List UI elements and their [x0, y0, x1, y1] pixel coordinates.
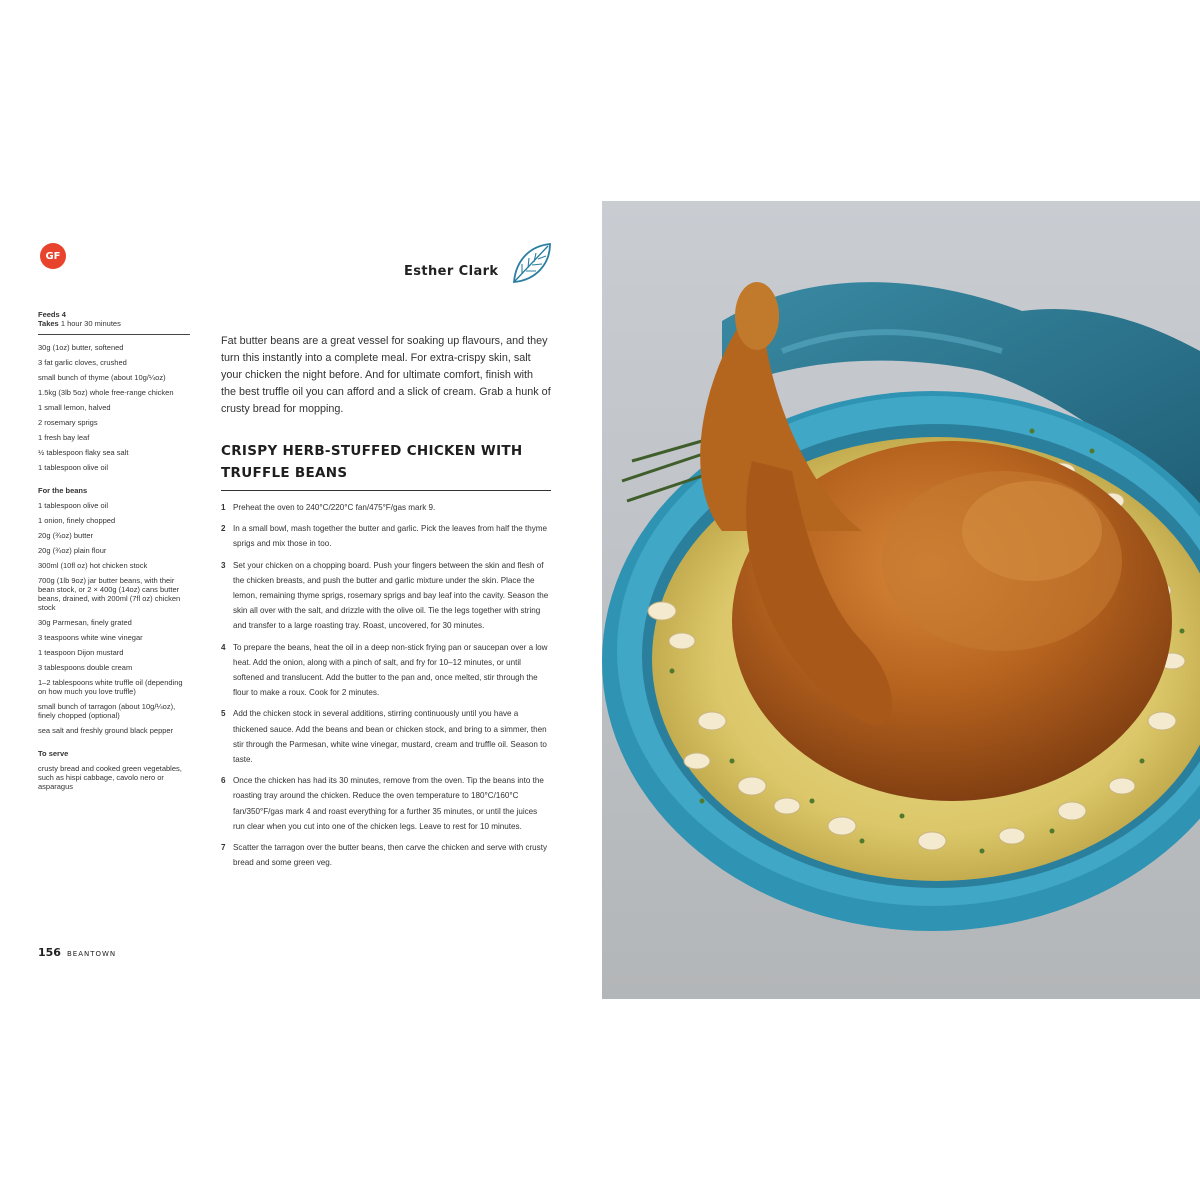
ingredient: 3 fat garlic cloves, crushed — [38, 358, 127, 367]
ingredient: 1–2 tablespoons white truffle oil (depending on how much you love truffle) — [38, 678, 183, 696]
roast-chicken-photo — [602, 201, 1200, 999]
ingredient: 1.5kg (3lb 5oz) whole free-range chicken — [38, 388, 174, 397]
ingredients-list — [38, 343, 190, 472]
ingredient: 700g (1lb 9oz) jar butter beans, with their bean stock, or 2 × 400g (14oz) cans butter beans, drained, with 200ml (7fl oz) chicken stock — [38, 576, 181, 612]
serves: Feeds 4 — [38, 310, 66, 319]
takes — [38, 319, 190, 328]
ingredient: 1 onion, finely chopped — [38, 516, 116, 525]
step-number: 5 — [221, 709, 226, 719]
ingredient: 2 rosemary sprigs — [38, 418, 98, 427]
ingredient: 30g (1oz) butter, softened — [38, 343, 124, 352]
method-step — [221, 521, 551, 551]
sidebar-rule — [38, 334, 190, 335]
ingredient: 3 tablespoons double cream — [38, 663, 133, 672]
method-step — [221, 558, 551, 634]
ingredient: small bunch of tarragon (about 10g/¼oz), finely chopped (optional) — [38, 702, 176, 720]
title-rule — [221, 490, 551, 491]
section-name: BEANTOWN — [66, 950, 117, 958]
beans-heading: For the beans — [38, 486, 88, 495]
step-text: Add the chicken stock in several additions, stirring continuously until you have a thickened sauce. Add the beans and bean or chicken stock, and bring to a simmer, then stir through the Parmesan, white wine vinegar, mustard, cream and truffle oil. Season to taste. — [233, 709, 547, 765]
recipe-title: CRISPY HERB-STUFFED CHICKEN WITH TRUFFLE BEANS — [221, 443, 523, 481]
ingredient: 1 tablespoon olive oil — [38, 501, 109, 510]
gluten-free-badge: GF — [40, 243, 66, 269]
beans-list — [38, 501, 190, 735]
ingredient: small bunch of thyme (about 10g/¼oz) — [38, 373, 166, 382]
leaf-icon — [508, 240, 554, 286]
ingredient: sea salt and freshly ground black pepper — [38, 726, 174, 735]
step-number: 7 — [221, 843, 226, 853]
ingredient: 20g (¾oz) plain flour — [38, 546, 107, 555]
ingredient: 1 teaspoon Dijon mustard — [38, 648, 124, 657]
recipe-intro: Fat butter beans are a great vessel for soaking up flavours, and they turn this instantly into a complete meal. For extra-crispy skin, salt your chicken the night before. And for ultimate comfort, finish with the best truffle oil you can afford and a slick of cream. Grab a hunk of crusty bread for mopping. — [221, 335, 551, 415]
author-name: Esther Clark — [404, 264, 499, 279]
ingredient: 1 fresh bay leaf — [38, 433, 90, 442]
method-steps — [221, 500, 551, 876]
step-number: 2 — [221, 524, 226, 534]
method-step — [221, 500, 551, 515]
step-text: Set your chicken on a chopping board. Push your fingers between the skin and flesh of the chicken breasts, and push the butter and garlic mixture under the skin. Place the lemon, remaining thyme sprigs, rosemary sprigs and bay leaf into the cavity. Season the skin all over with the salt, and drizzle with the olive oil. Tie the legs together with string and transfer to a large roasting tray. Roast, uncovered, for 30 minutes. — [233, 560, 549, 631]
step-number: 1 — [221, 503, 226, 512]
serve-suggestion: crusty bread and cooked green vegetables, such as hispi cabbage, cavolo nero or asparagus — [38, 764, 182, 791]
step-text: In a small bowl, mash together the butter and garlic. Pick the leaves from half the thyme sprigs and mix those in too. — [233, 524, 548, 549]
method-step — [221, 773, 551, 834]
ingredient: 1 small lemon, halved — [38, 403, 111, 412]
step-text: To prepare the beans, heat the oil in a deep non-stick frying pan or saucepan over a low heat. Add the onion, along with a pinch of salt, and fry for 10–12 minutes, or until softened and translucent. Add the butter to the pan and, once melted, stir through the flour to make a roux. Cook for 2 minutes. — [233, 642, 548, 698]
step-number: 4 — [221, 642, 226, 652]
step-text: Preheat the oven to 240°C/220°C fan/475°F/gas mark 9. — [233, 503, 436, 512]
step-number: 6 — [221, 776, 226, 786]
method-step — [221, 706, 551, 767]
ingredient: 300ml (10fl oz) hot chicken stock — [38, 561, 148, 570]
method-step — [221, 640, 551, 701]
ingredient: 3 teaspoons white wine vinegar — [38, 633, 143, 642]
serve-heading: To serve — [38, 749, 69, 758]
ingredient: 30g Parmesan, finely grated — [38, 618, 132, 627]
ingredient: 1 tablespoon olive oil — [38, 463, 109, 472]
takes-value: 1 hour 30 minutes — [60, 319, 121, 328]
takes-label: Takes — [38, 319, 59, 328]
page-footer — [38, 946, 116, 959]
step-number: 3 — [221, 560, 226, 570]
step-text: Scatter the tarragon over the butter beans, then carve the chicken and serve with crusty bread and some green veg. — [233, 843, 548, 868]
ingredient: ½ tablespoon flaky sea salt — [38, 448, 129, 457]
ingredients-sidebar — [38, 310, 190, 797]
step-text: Once the chicken has had its 30 minutes, remove from the oven. Tip the beans into the roasting tray around the chicken. Reduce the oven temperature to 180°C/160°C fan/350°F/gas mark 4 and roast everything for a further 35 minutes, or until the juices run clear when you cut into one of the chicken legs. Leave to rest for 10 minutes. — [233, 776, 544, 831]
page-number: 156 — [38, 946, 61, 959]
method-step — [221, 840, 551, 870]
ingredient: 20g (¾oz) butter — [38, 531, 94, 540]
